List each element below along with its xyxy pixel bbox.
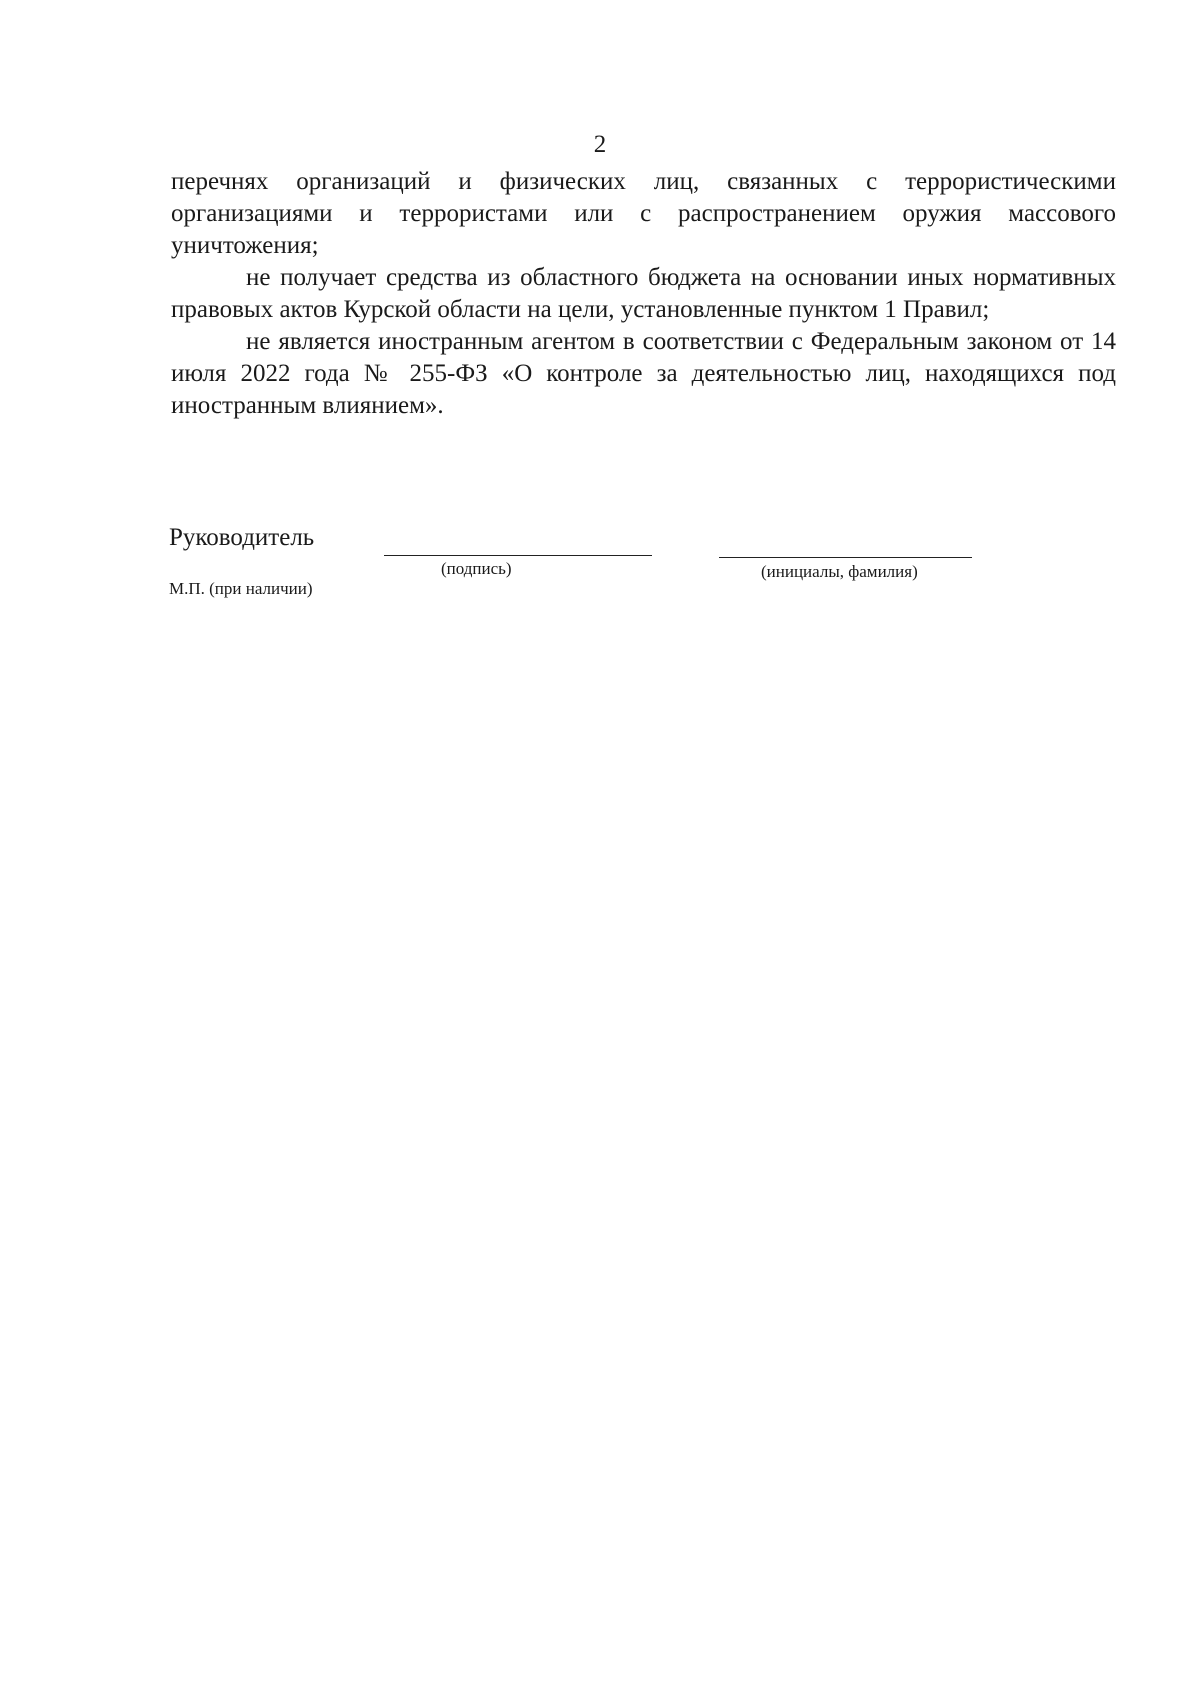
document-body — [171, 166, 1116, 422]
paragraph-continuation: перечнях организаций и физических лиц, связанных с террористическими организациями и террористами или с распространением оружия массового уничтожения; — [171, 168, 1116, 259]
signature-line — [384, 555, 652, 556]
paragraph-budget: не получает средства из областного бюджета на основании иных нормативных правовых актов Курской области на цели, установленные пунктом 1 Правил; — [171, 264, 1116, 323]
page-number: 2 — [593, 131, 607, 158]
name-line — [719, 557, 972, 558]
signatory-title: Руководитель — [169, 524, 315, 551]
stamp-note: М.П. (при наличии) — [169, 579, 313, 598]
name-caption: (инициалы, фамилия) — [761, 562, 918, 581]
signature-caption: (подпись) — [441, 559, 512, 578]
paragraph-foreign-agent: не является иностранным агентом в соответствии с Федеральным законом от 14 июля 2022 года № 255-ФЗ «О контроле за деятельностью лиц, находящихся под иностранным влиянием». — [171, 328, 1116, 419]
